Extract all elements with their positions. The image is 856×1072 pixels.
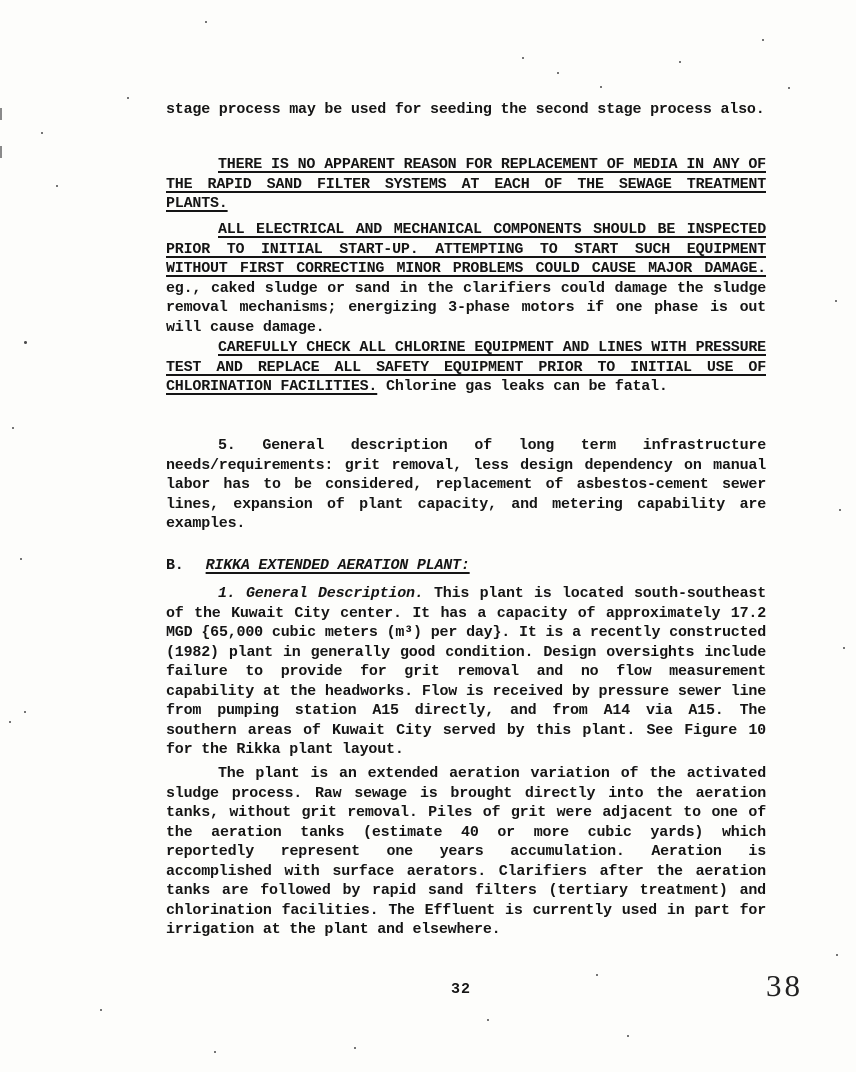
scan-speck [600,86,602,88]
scan-edge-mark [0,108,2,120]
scan-speck [205,21,207,23]
scan-speck [627,1035,629,1037]
scan-speck [839,509,841,511]
scan-speck [214,1051,216,1053]
scan-speck [24,341,27,344]
underlined-text: THERE IS NO APPARENT REASON FOR REPLACEMENT OF MEDIA IN ANY OF THE RAPID SAND FILTER SYSTEMS AT EACH OF THE SEWAGE TREATMENT PLANTS. [166,156,766,212]
stamp-page-number: 38 [766,968,803,1003]
scan-speck [843,647,845,649]
scan-speck [596,974,598,976]
scan-speck [788,87,790,89]
plain-text: Chlorine gas leaks can be fatal. [377,378,668,395]
scan-speck [9,721,11,723]
scan-speck [100,1009,102,1011]
paragraph-process-description [166,764,766,940]
underlined-text: ALL ELECTRICAL AND MECHANICAL COMPONENTS SHOULD BE INSPECTED PRIOR TO INITIAL START-UP. ATTEMPTING TO START SUCH EQUIPMENT WITHOUT FIRST CORRECTING MINOR PROBLEMS COULD CAUSE MAJOR DAMAGE. [166,221,766,277]
paragraph-media-replacement [166,155,766,214]
scan-speck [835,300,837,302]
paragraph-long-term-needs [166,436,766,534]
scan-edge-mark [0,146,2,158]
page-number: 32 [451,981,472,998]
section-heading-rikka [166,556,766,576]
plain-text: 5. General description of long term infrastructure needs/requirements: grit removal, less design dependency on manual labor has to be considered, replacement of asbestos-cement sewer lines, expansion of plant capacity, and metering capability are examples. [166,437,766,532]
paragraph-seeding [166,100,766,120]
plain-text: eg., caked sludge or sand in the clarifiers could damage the sludge removal mechanisms; energizing 3-phase motors if one phase is out will cause damage. [166,279,766,336]
scan-speck [557,72,559,74]
plain-text: This plant is located south-southeast of the Kuwait City center. It has a capacity of approximately 17.2 MGD {65,000 cubic meters (m³) per day}. It is a recently constructed (1982) plant in generally good condition. Design oversights include failure to provide for grit removal and no flow measurement capability at the headworks. Flow is received by pressure sewer line from pumping station A15 directly, and from A14 via A15. The southern areas of Kuwait City served by this plant. See Figure 10 for the Rikka plant layout. [166,585,766,758]
section-label: B. [166,557,184,574]
plain-text: stage process may be used for seeding the second stage process also. [166,101,765,118]
paragraph-general-description [166,584,766,760]
scan-speck [127,97,129,99]
scan-speck [41,132,43,134]
paragraph-chlorine-check [166,338,766,397]
paragraph-electrical-inspection [166,220,766,337]
italic-lead: 1. General Description. [218,585,424,602]
underlined-text: CAREFULLY CHECK ALL CHLORINE EQUIPMENT AND LINES WITH PRESSURE TEST AND REPLACE ALL SAFETY EQUIPMENT PRIOR TO INITIAL USE OF CHLORINATION FACILITIES. [166,339,766,395]
scan-speck [522,57,524,59]
scan-speck [487,1019,489,1021]
scan-speck [762,39,764,41]
plain-text: The plant is an extended aeration variation of the activated sludge process. Raw sewage is brought directly into the aeration tanks, without grit removal. Piles of grit were adjacent to one of the aeration tanks (estimate 40 or more cubic yards) which reportedly represent one years accumulation. Aeration is accomplished with surface aerators. Clarifiers after the aeration tanks are followed by rapid sand filters (tertiary treatment) and chlorination facilities. The Effluent is currently used in part for irrigation at the plant and elsewhere. [166,765,766,938]
scan-speck [12,427,14,429]
scan-speck [679,61,681,63]
scan-speck [56,185,58,187]
scan-speck [836,954,838,956]
scan-speck [24,711,26,713]
scan-speck [20,558,22,560]
section-title: RIKKA EXTENDED AERATION PLANT: [205,557,470,574]
scan-speck [354,1047,356,1049]
